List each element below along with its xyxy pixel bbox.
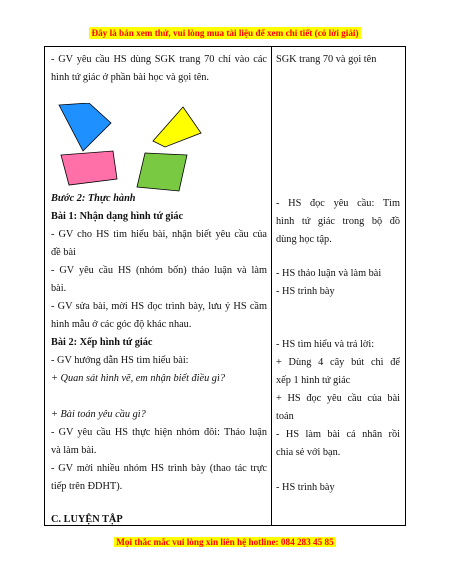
section-heading-luyen-tap: C. LUYỆN TẬP	[51, 514, 123, 525]
right-line-3: dùng học tập.	[276, 234, 332, 245]
right-line-13: - HS trình bày	[276, 482, 335, 493]
bai1-line-6: hình mẫu ở các góc độ khác nhau.	[51, 319, 192, 330]
bai1-line-5: - GV sửa bài, mời HS đọc trình bày, lưu ý HS cầm	[51, 301, 267, 312]
bai2-italic-2: + Bài toán yêu cầu gì?	[51, 409, 146, 420]
blue-quadrilateral	[59, 103, 111, 151]
bai2-italic-1: + Quan sát hình vẽ, em nhận biết điều gì?	[51, 373, 225, 384]
hotline-footer	[0, 537, 450, 547]
left-intro-line-2: hình tứ giác ở phần bài học và gọi tên.	[51, 72, 210, 83]
bai2-line-4: - GV mời nhiều nhóm HS trình bày (thao tác trực	[51, 463, 267, 474]
right-line-8: xếp 1 hình tứ giác	[276, 375, 351, 386]
bai1-heading: Bài 1: Nhận dạng hình tứ giác	[51, 211, 184, 222]
left-intro-line-1: - GV yêu cầu HS dùng SGK trang 70 chỉ vào các	[51, 54, 267, 65]
right-intro: SGK trang 70 và gọi tên	[276, 54, 377, 65]
right-line-7: + Dùng 4 cây bút chì để	[276, 357, 400, 368]
bai2-line-5: tiếp trên ĐDHT).	[51, 481, 123, 492]
lesson-table	[44, 46, 406, 526]
right-line-9: + HS đọc yêu cầu của bài	[276, 393, 400, 404]
bai2-heading: Bài 2: Xếp hình tứ giác	[51, 337, 153, 348]
bai1-line-2: đề bài	[51, 247, 76, 258]
bai1-line-3: - GV yêu cầu HS (nhóm bốn) thảo luận và làm	[51, 265, 267, 276]
bai2-line-2: - GV yêu cầu HS thực hiện nhóm đôi: Thảo luận	[51, 427, 267, 438]
preview-banner	[0, 23, 450, 41]
bai1-line-1: - GV cho HS tìm hiểu bài, nhận biết yêu cầu của	[51, 229, 267, 240]
column-divider	[271, 47, 272, 525]
preview-banner-text: Đây là bản xem thử, vui lòng mua tài liệu để xem chi tiết (có lời giải)	[91, 28, 359, 38]
yellow-quadrilateral	[153, 107, 201, 147]
right-line-10: toán	[276, 411, 294, 422]
right-line-2: hình tứ giác trong bộ đồ	[276, 216, 400, 227]
right-line-4: - HS thảo luận và làm bài	[276, 268, 382, 279]
bai2-line-1: - GV hướng dẫn HS tìm hiểu bài:	[51, 355, 189, 366]
bai2-line-3: và làm bài.	[51, 445, 97, 456]
quadrilateral-shapes-image	[53, 103, 213, 193]
right-line-5: - HS trình bày	[276, 286, 335, 297]
right-line-6: - HS tìm hiểu và trả lời:	[276, 339, 375, 350]
green-quadrilateral	[137, 153, 187, 191]
right-line-12: chia sẻ với bạn.	[276, 447, 341, 458]
pink-quadrilateral	[61, 151, 117, 185]
bai1-line-4: bài.	[51, 283, 67, 294]
right-line-1: - HS đọc yêu cầu: Tìm	[276, 198, 400, 209]
right-line-11: - HS làm bài cá nhân rồi	[276, 429, 400, 440]
step2-heading: Bước 2: Thực hành	[51, 193, 136, 204]
hotline-footer-text: Mọi thắc mắc vui lòng xin liên hệ hotline: 084 283 45 85	[116, 537, 334, 547]
